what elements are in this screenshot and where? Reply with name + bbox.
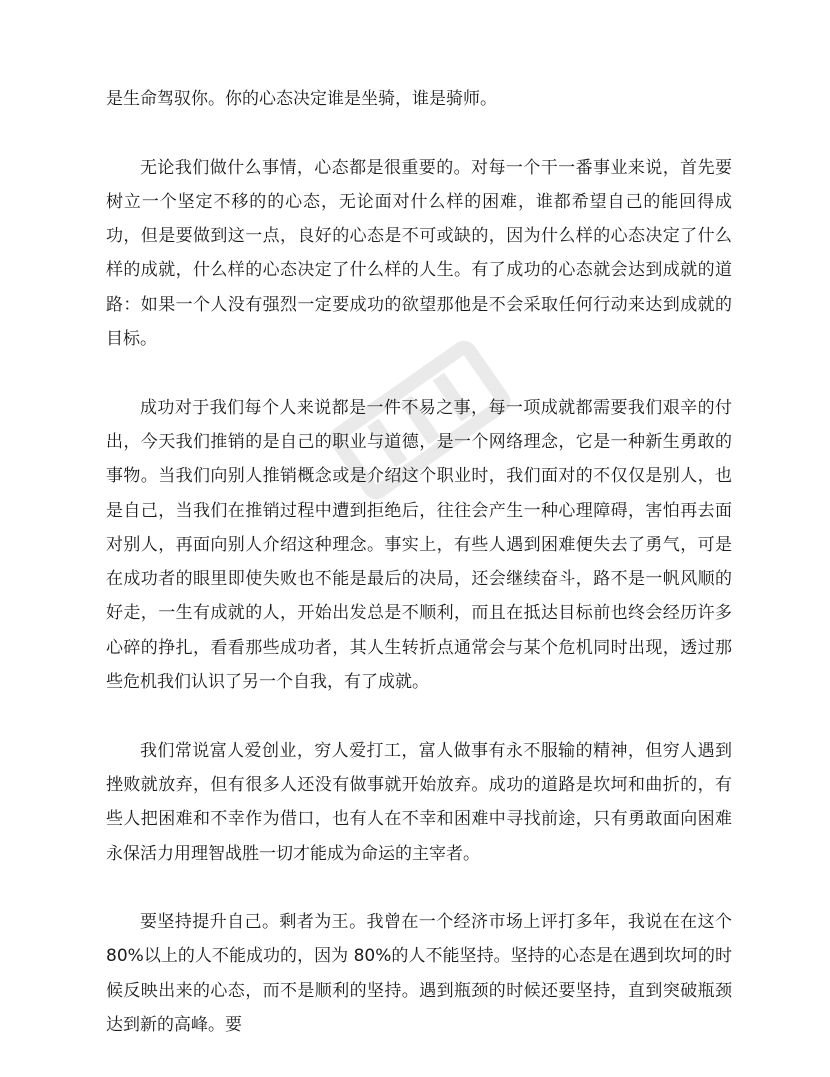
- document-body: [106, 82, 732, 1077]
- paragraph-continuation: 是生命驾驭你。你的心态决定谁是坐骑，谁是骑师。: [106, 89, 497, 109]
- paragraph-persistence: 要坚持提升自己。剩者为王。我曾在一个经济市场上评打多年，我说在在这个 80%以上的人不能成功的，因为 80%的人不能坚持。坚持的心态是在遇到坎坷的时候反映出来的心态，而不是顺利的坚持。遇到瓶颈的时候还要坚持，直到突破瓶颈达到新的高峰。要: [106, 912, 732, 1036]
- paragraph-mindset-importance: 无论我们做什么事情，心态都是很重要的。对每一个干一番事业来说，首先要树立一个坚定不移的的心态，无论面对什么样的困难，谁都希望自己的能回得成功，但是要做到这一点，良好的心态是不可或缺的，因为什么样的心态决定了什么样的成就，什么样的心态决定了什么样的人生。有了成功的心态就会达到成就的道路：如果一个人没有强烈一定要成功的欲望那他是不会采取任何行动来达到成就的目标。: [106, 157, 732, 350]
- paragraph-success-effort: 成功对于我们每个人来说都是一件不易之事，每一项成就都需要我们艰辛的付出，今天我们推销的是自己的职业与道德，是一个网络理念，它是一种新生勇敢的事物。当我们向别人推销概念或是介绍这个职业时，我们面对的不仅仅是别人，也是自己，当我们在推销过程中遭到拒绝后，往往会产生一种心理障碍，害怕再去面对别人，再面向别人介绍这种理念。事实上，有些人遇到困难便失去了勇气，可是在成功者的眼里即使失败也不能是最后的决局，还会继续奋斗，路不是一帆风顺的好走，一生有成就的人，开始出发总是不顺利，而且在抵达目标前也终会经历许多心碎的挣扎，看看那些成功者，其人生转折点通常会与某个危机同时出现，透过那些危机我们认识了另一个自我，有了成就。: [106, 397, 732, 693]
- paragraph-rich-poor: 我们常说富人爱创业，穷人爱打工，富人做事有永不服输的精神，但穷人遇到挫败就放弃，但有很多人还没有做事就开始放弃。成功的道路是坎坷和曲折的，有些人把困难和不幸作为借口，也有人在不幸和困难中寻找前途，只有勇敢面向困难永保活力用理智战胜一切才能成为命运的主宰者。: [106, 740, 732, 864]
